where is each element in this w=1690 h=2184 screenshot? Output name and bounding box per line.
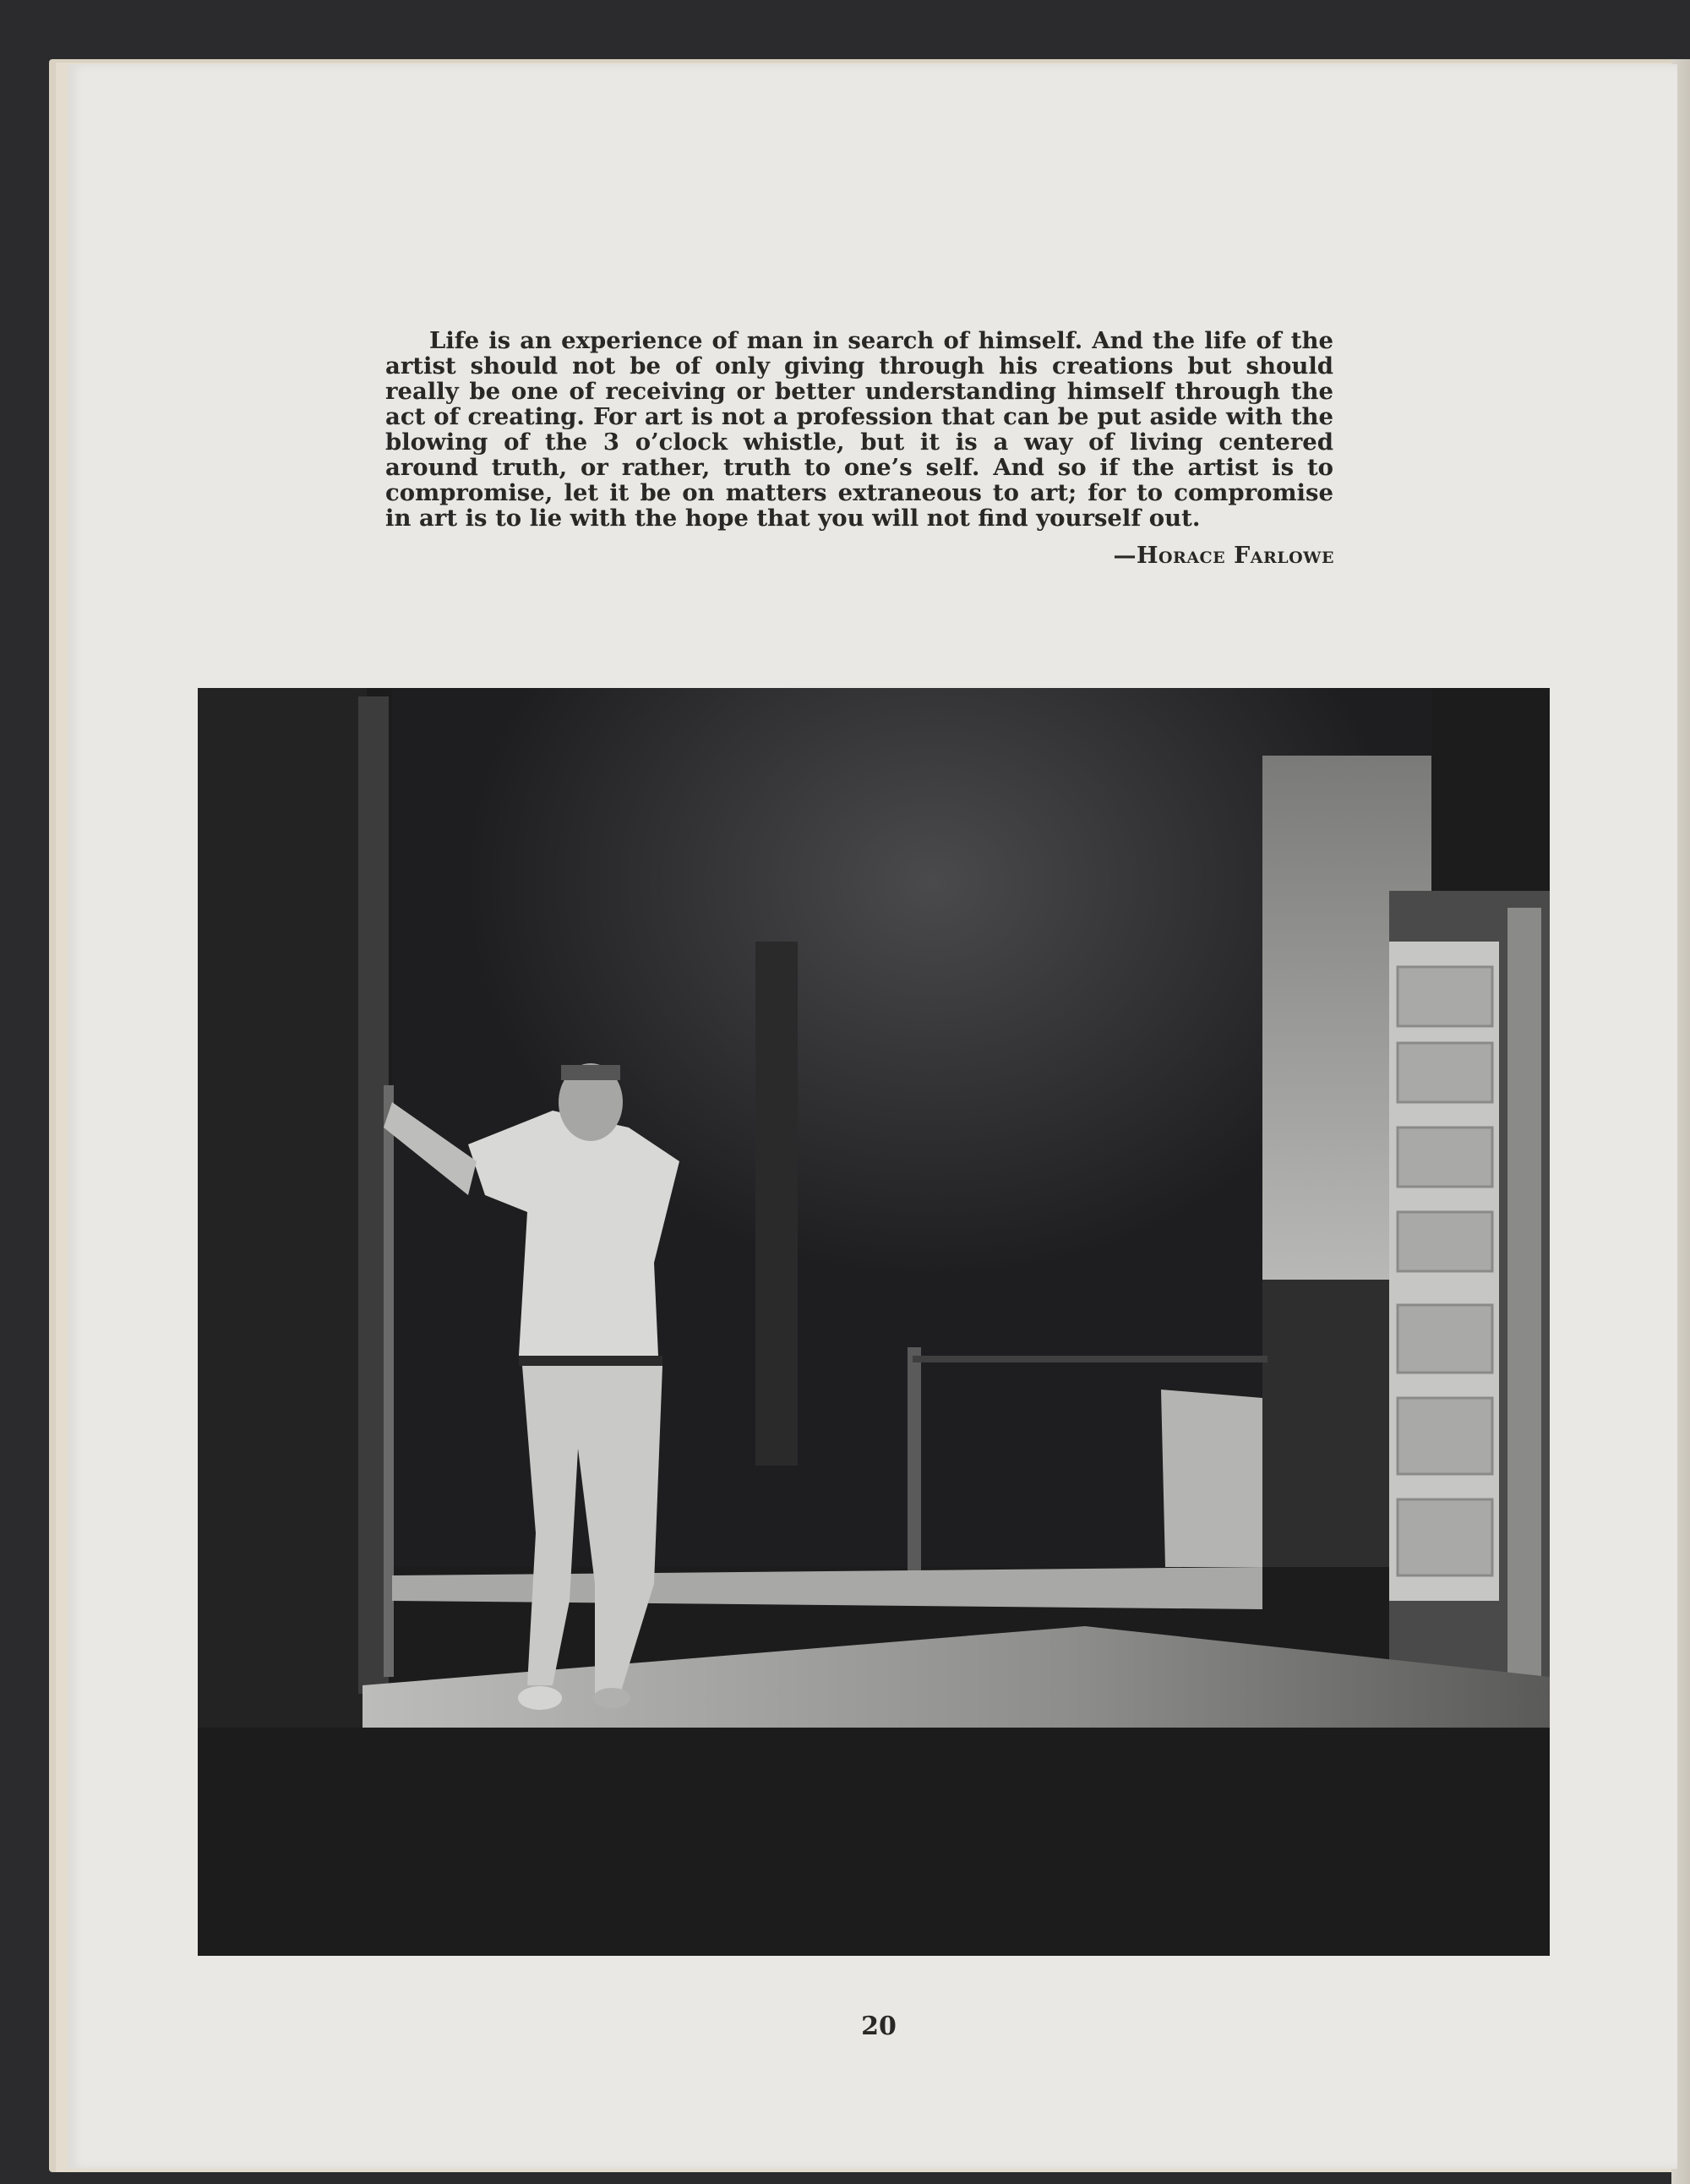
photograph (198, 688, 1550, 1956)
attribution-name: Horace Farlowe (1136, 543, 1334, 569)
attribution-dash: — (1113, 543, 1137, 569)
quote-attribution (1113, 543, 1334, 569)
photograph-man-in-doorway-icon (198, 688, 1550, 1956)
quote-paragraph: Life is an experience of man in search of himself. And the life of the artist should not be of only giving through his creations but should really be one of receiving or better understanding himself through the act of creating. For art is not a profession that can be put aside with the blowing of the 3 o’clock whistle, but it is a way of living centered around truth, or rather, truth to one’s self. And so if the artist is to compromise, let it be on matters extraneous to art; for to compromise in art is to lie with the hope that you will not find yourself out. (385, 327, 1333, 532)
page-number: 20 (861, 2012, 897, 2041)
